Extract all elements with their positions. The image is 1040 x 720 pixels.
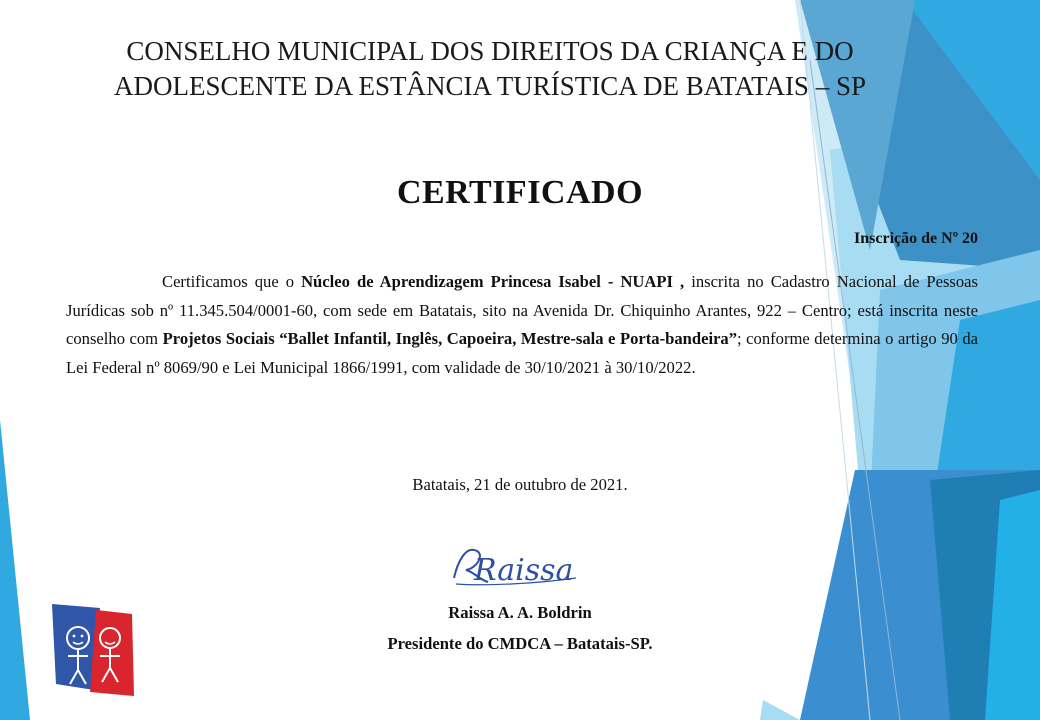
inscription-value: Nº 20 bbox=[941, 230, 978, 247]
signer-role: Presidente do CMDCA – Batatais-SP. bbox=[387, 634, 653, 653]
handwritten-signature-icon bbox=[444, 540, 584, 590]
body-end: ; conforme determina o artigo 90 da Lei Federal nº 8069/90 e Lei Municipal 1866/1991, com validade de 30/10/2021 à 30/10/2022. bbox=[66, 329, 979, 377]
projects-list: Projetos Sociais “Ballet Infantil, Inglês, Capoeira, Mestre-sala e Porta-bandeira” bbox=[162, 329, 738, 349]
certificate-title: CERTIFICADO bbox=[396, 174, 644, 211]
signer-name: Raissa A. A. Boldrin bbox=[448, 603, 592, 622]
inscription-number bbox=[854, 230, 978, 248]
signature-script: Raissa bbox=[474, 553, 574, 588]
council-header-line2: ADOLESCENTE DA ESTÂNCIA TURÍSTICA DE BATATAIS – SP bbox=[114, 71, 866, 101]
certificate-body bbox=[66, 268, 978, 382]
council-header-line1: CONSELHO MUNICIPAL DOS DIREITOS DA CRIANÇA E DO bbox=[126, 36, 854, 66]
body-middle: inscrita no Cadastro Nacional de Pessoas Jurídicas sob nº 11.345.504/0001-60, com sede em Batatais, sito na Avenida Dr. Chiquinho Arantes, 922 – Centro; está inscrita neste conselho com bbox=[66, 272, 978, 349]
organization-name: Núcleo de Aprendizagem Princesa Isabel - NUAPI , bbox=[301, 272, 685, 291]
body-intro: Certificamos que o bbox=[162, 272, 302, 291]
cmdca-logo-icon bbox=[52, 604, 134, 696]
issue-date: Batatais, 21 de outubro de 2021. bbox=[412, 475, 628, 494]
inscription-label: Inscrição de bbox=[854, 230, 938, 247]
